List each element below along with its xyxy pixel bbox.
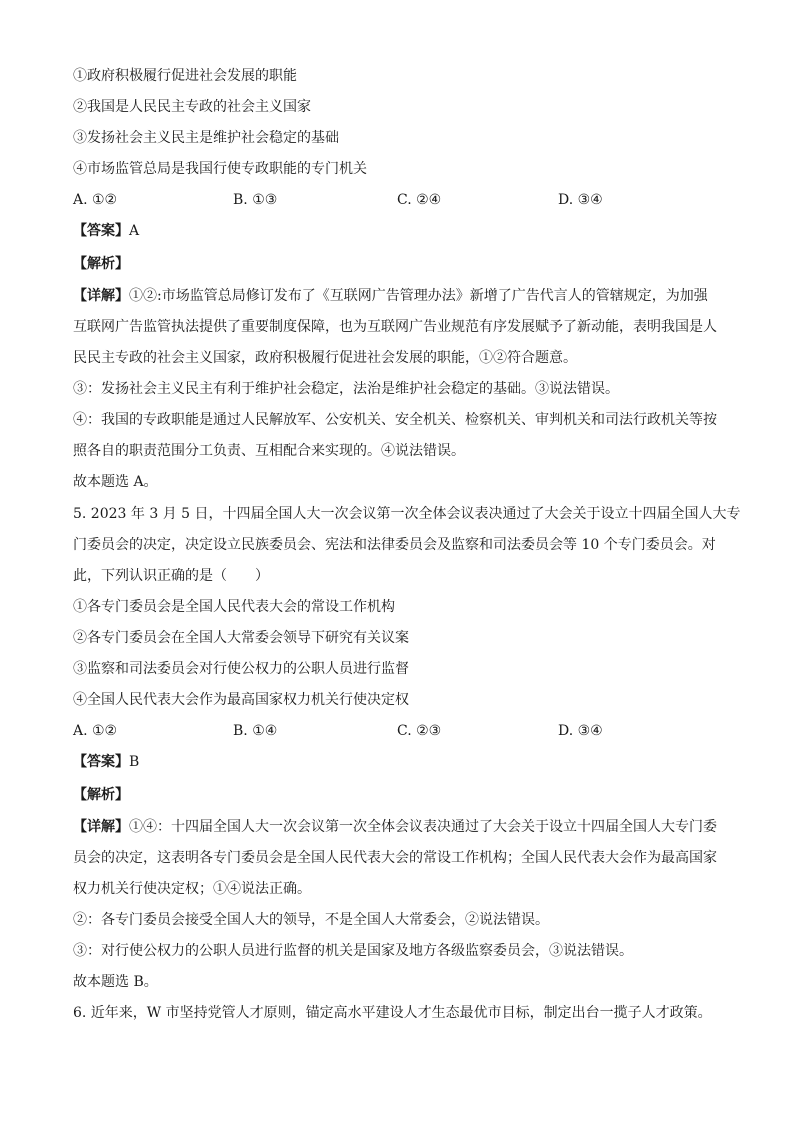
q5-statement-4: ④全国人民代表大会作为最高国家权力机关行使决定权 xyxy=(73,692,409,708)
q4-detail-line-3: 民民主专政的社会主义国家，政府积极履行促进社会发展的职能，①②符合题意。 xyxy=(73,350,577,366)
q4-statement-3: ③发扬社会主义民主是维护社会稳定的基础 xyxy=(73,130,339,146)
q5-statement-3: ③监察和司法委员会对行使公权力的公职人员进行监督 xyxy=(73,661,409,677)
q6-stem-line-1: 6. 近年来，W 市坚持党管人才原则，锚定高水平建设人才生态最优市目标，制定出台一揽子人才政策。 xyxy=(73,1005,712,1021)
q4-detail-line-2: 互联网广告监管执法提供了重要制度保障，也为互联网广告业规范有序发展赋予了新动能，表明我国是人 xyxy=(73,319,717,335)
q4-detail-line-6: 照各自的职责范围分工负责、互相配合来实现的。④说法错误。 xyxy=(73,443,465,459)
q5-stem-line-2: 门委员会的决定，决定设立民族委员会、宪法和法律委员会及监察和司法委员会等 10 个专门委员会。对 xyxy=(73,537,716,553)
q4-options xyxy=(73,190,733,210)
q4-statement-4: ④市场监管总局是我国行使专政职能的专门机关 xyxy=(73,161,367,177)
q5-conclusion: 故本题选 B。 xyxy=(73,974,158,990)
q5-option-b: B. ①④ xyxy=(233,723,278,739)
detail-text: ①②:市场监管总局修订发布了《互联网广告管理办法》新增了广告代言人的管辖规定，为加强 xyxy=(129,288,708,304)
q4-statement-2: ②我国是人民民主专政的社会主义国家 xyxy=(73,99,311,115)
q5-option-c: C. ②③ xyxy=(397,723,442,739)
q5-detail-line-2: 员会的决定，这表明各专门委员会是全国人民代表大会的常设工作机构；全国人民代表大会作为最高国家 xyxy=(73,850,717,866)
q4-answer xyxy=(73,221,139,241)
q4-analysis-heading xyxy=(73,254,129,274)
q4-detail-line-4: ③：发扬社会主义民主有利于维护社会稳定，法治是维护社会稳定的基础。③说法错误。 xyxy=(73,381,619,397)
q5-stem-line-1: 5. 2023 年 3 月 5 日，十四届全国人大一次会议第一次全体会议表决通过了大会关于设立十四届全国人大专 xyxy=(73,506,741,522)
detail-label: 【详解】 xyxy=(73,288,129,304)
q4-statement-1: ①政府积极履行促进社会发展的职能 xyxy=(73,68,297,84)
q5-answer xyxy=(73,752,139,772)
detail-label: 【详解】 xyxy=(73,819,129,835)
analysis-label: 【解析】 xyxy=(73,256,129,272)
answer-label: 【答案】 xyxy=(73,754,129,770)
q5-options xyxy=(73,721,733,741)
q5-option-a: A. ①② xyxy=(73,723,118,739)
answer-label: 【答案】 xyxy=(73,223,129,239)
q5-analysis-heading xyxy=(73,785,129,805)
q5-statement-1: ①各专门委员会是全国人民代表大会的常设工作机构 xyxy=(73,599,395,615)
q5-detail-line-5: ③：对行使公权力的公职人员进行监督的机关是国家及地方各级监察委员会，③说法错误。 xyxy=(73,943,633,959)
q4-detail-line-5: ④：我国的专政职能是通过人民解放军、公安机关、安全机关、检察机关、审判机关和司法行政机关等按 xyxy=(73,412,717,428)
q4-conclusion: 故本题选 A。 xyxy=(73,474,158,490)
q4-option-a: A. ①② xyxy=(73,192,118,208)
q5-option-d: D. ③④ xyxy=(558,723,603,739)
answer-value: B xyxy=(129,754,140,770)
q4-option-d: D. ③④ xyxy=(558,192,603,208)
q4-detail-line-1 xyxy=(73,286,708,306)
q5-detail-line-4: ②：各专门委员会接受全国人大的领导，不是全国人大常委会，②说法错误。 xyxy=(73,912,549,928)
q4-option-c: C. ②④ xyxy=(397,192,442,208)
answer-value: A xyxy=(129,223,140,239)
q5-detail-line-1 xyxy=(73,817,717,837)
q5-stem-line-3: 此，下列认识正确的是（ ） xyxy=(73,568,269,584)
q5-statement-2: ②各专门委员会在全国人大常委会领导下研究有关议案 xyxy=(73,630,409,646)
detail-text: ①④：十四届全国人大一次会议第一次全体会议表决通过了大会关于设立十四届全国人大专门委 xyxy=(129,819,717,835)
q5-detail-line-3: 权力机关行使决定权；①④说法正确。 xyxy=(73,881,311,897)
analysis-label: 【解析】 xyxy=(73,787,129,803)
q4-option-b: B. ①③ xyxy=(233,192,278,208)
